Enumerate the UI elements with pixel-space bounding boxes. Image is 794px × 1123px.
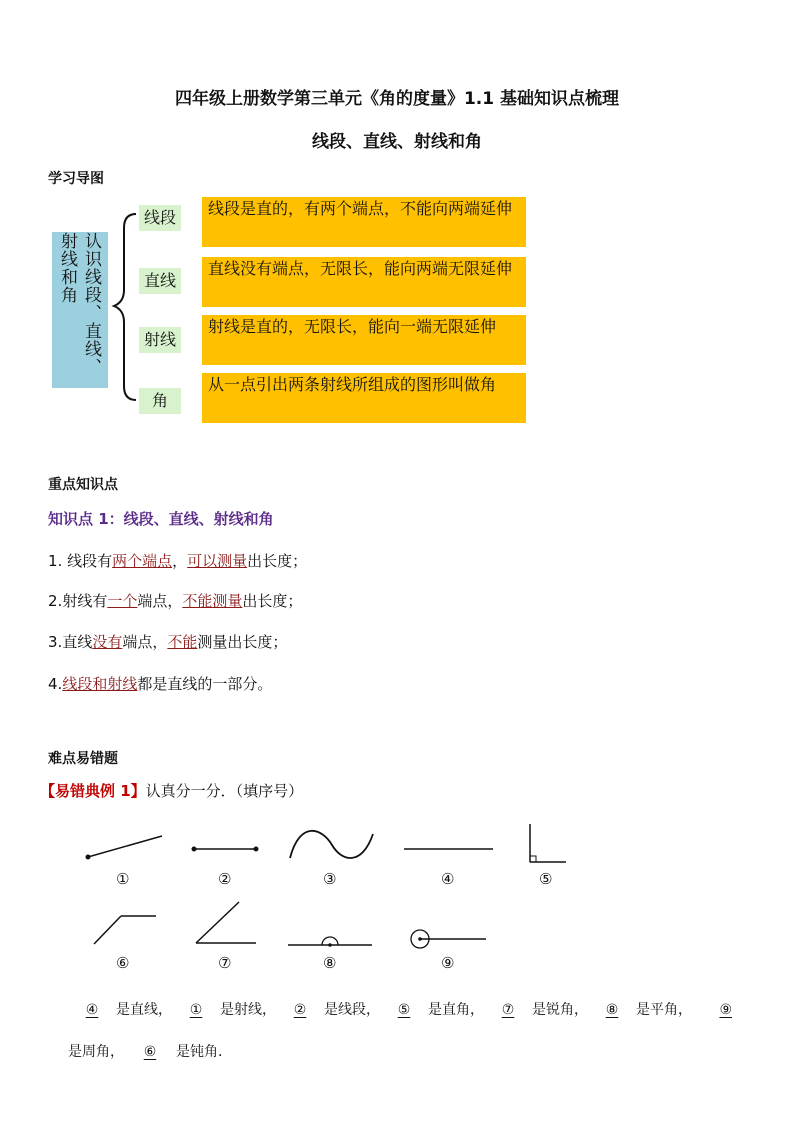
example-text: 认真分一分．（填序号）	[145, 782, 304, 800]
kp1-d: 可以测量	[187, 552, 248, 570]
answer-text-5: 是锐角，	[532, 1002, 588, 1018]
def-line: 直线没有端点，无限长，能向两端无限延伸	[202, 257, 526, 307]
answer-blank-3: ②	[293, 1002, 307, 1018]
kp3-d: 不能	[167, 633, 198, 651]
answer-line-2	[68, 1041, 232, 1061]
figure-label-1: ①	[116, 870, 130, 888]
kp2-b: 一个	[107, 592, 138, 610]
difficult-heading: 难点易错题	[48, 751, 118, 767]
figure-7-acute-angle	[196, 902, 256, 943]
kp4-num: 4.	[48, 675, 63, 693]
page-title: 四年级上册数学第三单元《角的度量》1.1 基础知识点梳理	[174, 89, 620, 109]
answer-blank-8: ⑥	[143, 1044, 157, 1060]
answer-blank-5: ⑦	[501, 1002, 515, 1018]
figure-6-obtuse-angle	[94, 916, 156, 944]
answer-text-6: 是平角，	[636, 1002, 692, 1018]
kp2-num: 2.	[48, 592, 63, 610]
answer-text-1: 是直线，	[116, 1002, 172, 1018]
kp1-e: 出长度；	[247, 552, 308, 570]
answer-blank-7: ⑨	[719, 1002, 732, 1018]
mindmap-root-col2: 射线和角	[57, 232, 77, 304]
answer-line-1	[68, 999, 732, 1019]
kp4-c: 都是直线的一部分。	[137, 675, 273, 693]
def-segment: 线段是直的，有两个端点，不能向两端延伸	[202, 197, 526, 247]
figure-label-5: ⑤	[539, 870, 553, 888]
example-tag: 【易错典例 1】	[40, 782, 146, 800]
answer-blank-6: ⑧	[605, 1002, 619, 1018]
def-ray: 射线是直的，无限长，能向一端无限延伸	[202, 315, 526, 365]
def-angle: 从一点引出两条射线所组成的图形叫做角	[202, 373, 526, 423]
kp1-num: 1.	[48, 552, 68, 570]
answer-text-4: 是直角，	[428, 1002, 484, 1018]
figure-label-7: ⑦	[218, 954, 232, 972]
figure-label-4: ④	[441, 870, 455, 888]
answer-blank-2: ①	[189, 1002, 203, 1018]
answer-blank-4: ⑤	[397, 1002, 411, 1018]
node-angle: 角	[139, 388, 181, 414]
figure-1-ray	[86, 836, 163, 860]
answer-line2-prefix: 是周角，	[68, 1044, 124, 1060]
figure-label-8: ⑧	[323, 954, 337, 972]
figure-label-2: ②	[218, 870, 232, 888]
figure-3-curve	[290, 831, 373, 858]
answer-text-3: 是线段，	[324, 1002, 380, 1018]
figure-label-9: ⑨	[441, 954, 455, 972]
figure-9-full-angle	[411, 930, 486, 948]
figure-label-3: ③	[323, 870, 337, 888]
kp2-d: 不能测量	[182, 592, 243, 610]
answer-text-2: 是射线，	[220, 1002, 276, 1018]
page-subtitle: 线段、直线、射线和角	[312, 132, 482, 152]
kp3-a: 直线	[62, 633, 93, 651]
figure-8-straight-angle	[288, 937, 372, 947]
mindmap-root-col1: 认识线段、直线、	[81, 232, 101, 376]
kp1-b: 两个端点	[112, 552, 173, 570]
kp4-b: 线段和射线	[62, 675, 138, 693]
node-segment: 线段	[139, 205, 181, 231]
mindmap-heading: 学习导图	[48, 171, 104, 187]
keypoints-heading: 重点知识点	[48, 477, 118, 493]
kp3-b: 没有	[92, 633, 123, 651]
kp1-c: ，	[172, 552, 188, 570]
kp1-a: 线段有	[67, 552, 113, 570]
figure-5-right-angle	[530, 824, 566, 862]
kp3-c: 端点，	[122, 633, 168, 651]
figure-label-6: ⑥	[116, 954, 130, 972]
node-ray: 射线	[139, 327, 181, 353]
kp2-e: 出长度；	[242, 592, 303, 610]
kp2-c: 端点，	[137, 592, 183, 610]
answer-line2-text: 是钝角．	[176, 1044, 232, 1060]
kp2-a: 射线有	[62, 592, 108, 610]
kp3-e: 测量出长度；	[197, 633, 288, 651]
node-line: 直线	[139, 268, 181, 294]
figure-2-segment	[192, 847, 259, 852]
knowledge-topic: 知识点 1：线段、直线、射线和角	[48, 510, 274, 528]
answer-blank-1: ④	[85, 1002, 99, 1018]
kp3-num: 3.	[48, 633, 63, 651]
